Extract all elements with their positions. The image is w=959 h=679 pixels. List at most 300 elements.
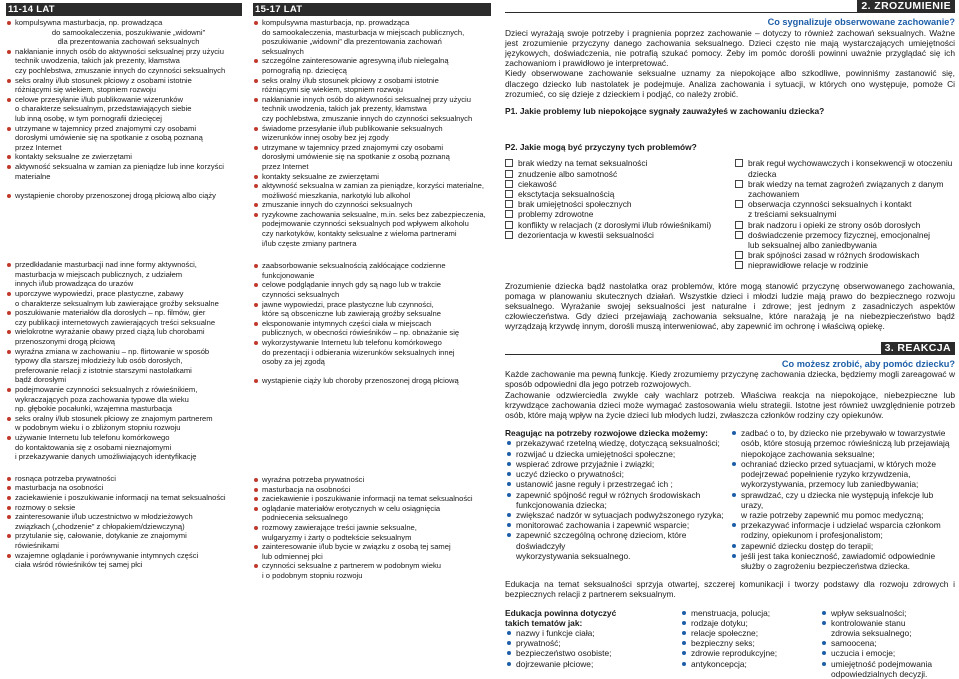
- list-item: [253, 280, 491, 290]
- list-item-text: kompulsywna masturbacja, np. prowadząca: [15, 18, 163, 27]
- list-item-text: i przekazywanie danych umożliwiających identyfikację: [15, 452, 197, 462]
- age-header-15-17: [253, 3, 491, 16]
- education-title-1: Edukacja powinna dotyczyć: [505, 607, 617, 618]
- cause-checkbox-row[interactable]: [505, 169, 735, 179]
- list-item: [505, 469, 730, 479]
- list-item: [253, 523, 491, 533]
- list-item-text: zapewnić spójność reguł w różnych środowiskach: [516, 489, 701, 500]
- cause-checkbox-row[interactable]: [505, 220, 735, 230]
- list-item: [730, 541, 955, 551]
- list-item-text: zaciekawienie i poszukiwanie informacji na temat seksualności: [262, 494, 473, 504]
- list-item-text: wizerunków innej osoby bez jej zgody: [262, 133, 389, 143]
- list-item: [680, 638, 820, 648]
- bullet-icon: [254, 175, 258, 179]
- checkbox[interactable]: [735, 251, 743, 259]
- education-list-1: [505, 628, 680, 669]
- list-item: [253, 328, 491, 338]
- list-item-text: rozmowy o seksie: [15, 502, 76, 512]
- list-item-text: podejmowanie czynności seksualnych pod wpływem alkoholu: [262, 219, 469, 229]
- list-item-text: przekazywać informacje i udzielać wsparcia członkom: [741, 520, 941, 531]
- list-item-text: np. głębokie pocałunki, wzajemna masturbacja: [15, 404, 173, 414]
- list-item: [6, 85, 242, 95]
- list-item-text: lub odmiennej płci: [262, 551, 323, 561]
- bullet-icon: [507, 513, 511, 517]
- list-item: [6, 181, 242, 191]
- list-item-text: nazwy i funkcje ciała;: [516, 627, 595, 638]
- list-item: [253, 210, 491, 220]
- list-item: [6, 133, 242, 143]
- list-item: [253, 76, 491, 86]
- list-item-text: pornografią np. dziecięcą: [262, 65, 347, 75]
- list-item-text: szczególne zainteresowanie agresywną i/lub nielegalną: [262, 56, 449, 66]
- bullet-icon: [507, 452, 511, 456]
- list-item-text: zwiększać nadzór w sytuacjach podwyższonego ryzyka;: [516, 509, 724, 520]
- checkbox-label: brak umiejętności społecznych: [518, 199, 632, 210]
- list-item-text: typowy dla starszej młodzieży lub osób dorosłych,: [15, 356, 183, 366]
- list-item-text: rozmowy zawierające treści jawnie seksualne,: [262, 522, 417, 532]
- cause-checkbox-row[interactable]: [735, 220, 955, 230]
- list-item-text: i o podobnym stopniu rozwoju: [262, 570, 363, 580]
- list-item-text: kontakty seksualne ze zwierzętami: [15, 152, 132, 162]
- list-item: [6, 375, 242, 385]
- list-item: [730, 438, 955, 448]
- list-item-text: ciała wśród rówieśników tej samej płci: [15, 560, 143, 570]
- cause-checkbox-row[interactable]: [505, 158, 735, 168]
- list-item: [253, 104, 491, 114]
- list-item: [6, 162, 242, 172]
- list-item: [253, 219, 491, 229]
- list-item-text: celowe podglądanie innych gdy są nago lub w trakcie: [262, 280, 441, 290]
- list-item: [505, 628, 680, 638]
- list-item-text: zmuszanie innych do czynności seksualnych: [262, 200, 413, 210]
- bullet-icon: [7, 436, 11, 440]
- education-list-2: [680, 608, 820, 669]
- checkbox-label: brak wiedzy na temat zagrożeń związanych z danym: [748, 178, 944, 189]
- bullet-icon: [7, 496, 11, 500]
- list-item-text: rozwijać u dziecka umiejętności społeczne;: [516, 448, 676, 459]
- bullet-icon: [682, 631, 686, 635]
- list-item-text: czynności seksualnych: [262, 290, 340, 300]
- list-item-text: używanie Internetu lub telefonu komórkowego: [15, 432, 170, 442]
- list-item-text: funkcjonowania dziecka;: [516, 499, 607, 510]
- list-item-text: kompulsywna masturbacja, np. prowadząca: [262, 18, 410, 27]
- list-item-text: wzajemne oglądanie i porównywanie intymnych części: [15, 550, 199, 560]
- list-item: [6, 47, 242, 57]
- list-item: [6, 541, 242, 551]
- list-item-text: do samookaleczenia, masturbacja w miejscach publicznych,: [262, 27, 465, 37]
- bullet-icon: [507, 523, 511, 527]
- list-item: [253, 114, 491, 124]
- list-item: [6, 474, 242, 484]
- list-item: [253, 338, 491, 348]
- list-item-text: przez Internet: [15, 142, 62, 152]
- list-item: [6, 104, 242, 114]
- list-item-text: ochraniać dziecko przed sytuacjami, w których może: [741, 458, 937, 469]
- normal-behaviors-list: [6, 474, 242, 570]
- bullet-icon: [7, 554, 11, 558]
- list-item-text: dojrzewanie płciowe;: [516, 658, 594, 669]
- checkbox[interactable]: [735, 180, 743, 188]
- bullet-icon: [7, 486, 11, 490]
- list-item-text: czy publikacji internetowych zawierających treści seksualne: [15, 317, 216, 327]
- list-item: [253, 319, 491, 329]
- bullet-icon: [7, 311, 11, 315]
- list-item-text: jawne wypowiedzi, prace plastyczne lub czynności,: [262, 299, 434, 309]
- list-item-text: umiejętność podejmowania: [831, 658, 933, 669]
- list-item-text: służby o zagrożeniu bezpieczeństwa dziecka.: [741, 560, 910, 571]
- list-item-text: zaciekawienie i poszukiwanie informacji na temat seksualności: [15, 492, 226, 502]
- bullet-icon: [254, 79, 258, 83]
- list-item: [730, 459, 955, 469]
- list-item-text: samoocena;: [831, 638, 877, 649]
- needs-right-list: [730, 428, 955, 571]
- list-item: [6, 37, 242, 47]
- checkbox[interactable]: [505, 170, 513, 178]
- list-item-text: aktywność seksualna w zamian za pieniądze, korzyści materialne,: [262, 181, 485, 191]
- list-item-text: materialne: [15, 171, 51, 181]
- checkbox-label: z treściami seksualnymi: [748, 209, 837, 220]
- list-item: [505, 490, 730, 500]
- checkbox[interactable]: [505, 180, 513, 188]
- list-item: [730, 551, 955, 561]
- bullet-icon: [254, 545, 258, 549]
- list-item-text: uczucia i emocje;: [831, 648, 896, 659]
- list-item: [6, 385, 242, 395]
- list-item-text: bezpieczny seks;: [691, 638, 755, 649]
- bullet-icon: [7, 165, 11, 169]
- list-item: [730, 530, 955, 540]
- bullet-icon: [254, 303, 258, 307]
- list-item-text: monitorować zachowania i zapewnić wsparcie;: [516, 520, 690, 531]
- list-item-text: dla prezentowania zachowań seksualnych: [57, 37, 200, 47]
- list-item: [6, 483, 242, 493]
- cause-checkbox-row[interactable]: [735, 260, 955, 270]
- list-item: [253, 56, 491, 66]
- cause-checkbox-row[interactable]: [735, 250, 955, 260]
- list-item-text: o charakterze seksualnym, przedstawiających siebie: [15, 104, 192, 114]
- checkbox[interactable]: [505, 231, 513, 239]
- section-3-paragraph-3: Edukacja na temat seksualności sprzyja otwartej, szczerej komunikacji i tworzy podstawy dla rozwoju zdrowych i bezpiecznych relacji z partnerem seksualnym.: [505, 579, 955, 600]
- checkbox[interactable]: [735, 221, 743, 229]
- bullet-icon: [732, 462, 736, 466]
- list-item: [253, 47, 491, 57]
- list-item-text: możliwość mieszkania, narkotyki lub alkohol: [262, 190, 411, 200]
- list-item-text: ryzykowne zachowania seksualne, m.in. seks bez zabezpieczenia,: [262, 209, 486, 219]
- list-item: [820, 618, 955, 628]
- needs-left-list: [505, 438, 730, 560]
- list-item-text: różniącymi się wiekiem, stopniem rozwoju: [15, 85, 156, 95]
- list-item-text: utrzymane w tajemnicy przed znajomymi czy osobami: [15, 123, 197, 133]
- bullet-icon: [732, 431, 736, 435]
- cause-checkbox-row: [735, 189, 955, 199]
- checkbox[interactable]: [505, 221, 513, 229]
- education-topics: [505, 608, 955, 679]
- list-item-text: do samookaleczenia, poszukiwanie „widowni”: [51, 27, 206, 37]
- worrying-behaviors-list: [253, 261, 491, 386]
- bullet-icon: [7, 388, 11, 392]
- list-item-text: wystąpienie ciąży lub choroby przenoszonej drogą płciową: [262, 376, 459, 386]
- list-item-text: poszukiwanie materiałów dla dorosłych – np. filmów, gier: [15, 308, 206, 318]
- checkbox[interactable]: [505, 200, 513, 208]
- normal-behaviors-list: [253, 475, 491, 581]
- checkbox-label: nieprawidłowe relacje w rodzinie: [748, 260, 869, 271]
- list-item: [253, 494, 491, 504]
- list-item: [6, 299, 242, 309]
- list-item-text: masturbacja na osobności: [262, 484, 351, 494]
- checkbox-label: problemy zdrowotne: [518, 209, 594, 220]
- list-item: [730, 490, 955, 510]
- list-item: [820, 659, 955, 669]
- list-item: [253, 309, 491, 319]
- bullet-icon: [822, 651, 826, 655]
- bullet-icon: [7, 21, 11, 25]
- list-item-text: dorosłymi umówienie się na spotkanie z osobą poznaną: [262, 152, 450, 162]
- list-item: [253, 571, 491, 581]
- list-item-text: jeśli jest taka konieczność, zawiadomić odpowiednie: [741, 550, 936, 561]
- list-item: [6, 172, 242, 182]
- bullet-icon: [7, 330, 11, 334]
- bullet-icon: [254, 497, 258, 501]
- list-item: [6, 443, 242, 453]
- checkbox[interactable]: [505, 210, 513, 218]
- list-item: [253, 229, 491, 239]
- bullet-icon: [254, 184, 258, 188]
- list-item: [6, 433, 242, 443]
- bullet-icon: [254, 264, 258, 268]
- list-item-text: rodzaje dotyku;: [691, 617, 748, 628]
- list-item-text: rówieśnikami: [15, 540, 59, 550]
- bullet-icon: [507, 462, 511, 466]
- bullet-icon: [7, 515, 11, 519]
- list-item-text: seks oralny i/lub stosunek płciowy ze znajomym partnerem: [15, 413, 213, 423]
- cause-checkbox-row[interactable]: [505, 209, 735, 219]
- list-item: [253, 143, 491, 153]
- bullet-icon: [254, 213, 258, 217]
- list-item-text: świadome przesyłanie i/lub publikowanie seksualnych: [262, 123, 443, 133]
- bullet-icon: [7, 350, 11, 354]
- checkbox[interactable]: [505, 159, 513, 167]
- bullet-icon: [254, 379, 258, 383]
- list-item-text: zaabsorbowanie seksualnością zakłócające codzienne: [262, 261, 446, 271]
- list-item-text: technik uwodzenia, takich jak prezenty, kłamstwa: [262, 104, 427, 114]
- list-item: [6, 327, 242, 337]
- list-item: [505, 530, 730, 550]
- list-item: [730, 469, 955, 479]
- list-item: [253, 290, 491, 300]
- worrying-behaviors-list: [6, 260, 242, 461]
- cause-checkbox-row[interactable]: [505, 199, 735, 209]
- cause-checkbox-row[interactable]: [505, 179, 735, 189]
- list-item-text: antykoncepcja;: [691, 658, 747, 669]
- section-2-paragraph-3: Zrozumienie dziecka bądź nastolatka oraz problemów, które mogą stanowić przyczynę obserwowanego zachowania, pomaga w planowaniu skutecznych działań. Wszystkie dzieci i młodzi ludzie mają prawo do bezpiecznego rozwoju seksualnego. Wyrażanie swojej seksualności jest naturalne i zdrowe; jest jednym z zasadniczych aspektów człowieczeństwa. Gdy dzieci przejawiają zachowania seksualne, które narażają je na niebezpieczeństwo bądź wyrządzają krzywdę innym, dorośli muszą interweniować, aby zapewnić im ochronę i właściwą opiekę.: [505, 280, 955, 332]
- cause-checkbox-row[interactable]: [735, 199, 955, 209]
- bullet-icon: [7, 98, 11, 102]
- list-item-text: czynności seksualne z partnerem w podobnym wieku: [262, 561, 441, 571]
- cause-checkbox-row: [735, 240, 955, 250]
- checkbox-label: doświadczenie przemocy fizycznej, emocjonalnej: [748, 229, 931, 240]
- list-item-text: zdrowie reprodukcyjne;: [691, 648, 778, 659]
- checkbox[interactable]: [735, 261, 743, 269]
- list-item-text: prywatność;: [516, 638, 561, 649]
- list-item-text: bądź dorosłymi: [15, 375, 67, 385]
- cause-checkbox-row[interactable]: [505, 189, 735, 199]
- needs-left: [505, 428, 730, 571]
- list-item-text: seksualnych: [262, 46, 304, 56]
- list-item-text: uporczywe wypowiedzi, prace plastyczne, zabawy: [15, 289, 184, 299]
- bullet-icon: [7, 506, 11, 510]
- list-item: [505, 551, 730, 561]
- bullet-icon: [822, 641, 826, 645]
- list-item: [6, 95, 242, 105]
- list-item-text: o charakterze seksualnym lub zawierające groźby seksualne: [15, 298, 219, 308]
- bullet-icon: [682, 651, 686, 655]
- cause-checkbox-row[interactable]: [735, 230, 955, 240]
- list-item: [253, 181, 491, 191]
- list-item-text: nakłanianie innych osób do aktywności seksualnej przy użyciu: [262, 94, 471, 104]
- bullet-icon: [822, 662, 826, 666]
- checkbox-label: dezorientacja w kwestii seksualności: [518, 229, 654, 240]
- list-item: [820, 669, 955, 679]
- list-item: [253, 552, 491, 562]
- list-item-text: publicznych, w obecności rówieśników – np. obnażanie się: [262, 328, 460, 338]
- list-item-text: dorosłymi umówienie się na spotkanie z osobą poznaną: [15, 133, 203, 143]
- section-3-paragraph-2: Zachowanie odzwierciedla zwykle cały wachlarz potrzeb. Właściwa reakcja na niepokojące, niebezpieczne lub krzywdzące zachowania dzieci może wymagać zastosowania wielu strategii. Istotne jest również uwzględnienie potrzeb osób, które mają wpływ na życie dzieci lub młodych ludzi, zwłaszcza członków rodziny czy opiekunów.: [505, 389, 955, 421]
- list-item-text: lub inną osobę, w tym pornografii dziecięcej: [15, 113, 162, 123]
- list-item: [6, 512, 242, 522]
- list-item: [680, 628, 820, 638]
- list-item-text: kontrolowanie stanu: [831, 617, 906, 628]
- list-item-text: seks oralny i/lub stosunek płciowy z osobami istotnie: [15, 75, 192, 85]
- bullet-icon: [254, 146, 258, 150]
- checkbox-label: konflikty w relacjach (z dorosłymi i/lub rówieśnikami): [518, 219, 712, 230]
- list-item-text: aktywność seksualna w zamian za pieniądze lub inne korzyści: [15, 161, 224, 171]
- list-item: [253, 37, 491, 47]
- list-item-text: osoby za jej zgodą: [262, 357, 325, 367]
- list-item-text: przekazywać rzetelną wiedzę, dotyczącą seksualności;: [516, 438, 720, 449]
- cause-checkbox-row[interactable]: [735, 179, 955, 189]
- list-item: [253, 18, 491, 28]
- cause-checkbox-row[interactable]: [505, 230, 735, 240]
- list-item: [253, 133, 491, 143]
- list-item: [505, 659, 680, 669]
- list-item: [6, 493, 242, 503]
- list-item: [253, 376, 491, 386]
- list-item-text: podejmowanie czynności seksualnych z rówieśnikiem,: [15, 385, 198, 394]
- list-item: [505, 638, 680, 648]
- bullet-icon: [254, 59, 258, 63]
- list-item: [680, 659, 820, 669]
- checkbox[interactable]: [735, 231, 743, 239]
- bullet-icon: [254, 322, 258, 326]
- list-item: [253, 191, 491, 201]
- checkbox[interactable]: [505, 190, 513, 198]
- list-item: [6, 114, 242, 124]
- list-item-text: eksponowanie intymnych części ciała w miejscach: [262, 318, 432, 328]
- bullet-icon: [732, 523, 736, 527]
- list-item: [6, 28, 242, 38]
- list-item-text: przez Internet: [262, 161, 309, 171]
- list-item: [253, 124, 491, 134]
- education-list-3: [820, 608, 955, 679]
- list-item-text: utrzymane w tajemnicy przed znajomymi czy osobami: [262, 142, 444, 152]
- list-item-text: wykorzystywania seksualnego.: [516, 550, 631, 561]
- list-item-text: wielokrotne wyrażanie obawy przed ciążą lub chorobami: [15, 327, 205, 337]
- cause-checkbox-row[interactable]: [735, 158, 955, 178]
- list-item-text: celowe przesyłanie i/lub publikowanie wizerunków: [15, 94, 183, 104]
- list-item-text: preferowanie relacji z istotnie starszymi nastolatkami: [15, 365, 192, 375]
- list-item: [253, 66, 491, 76]
- section-2-title: 2. ZROZUMIENIE: [857, 0, 955, 13]
- concerning-behaviors-list: [6, 18, 242, 200]
- checkbox[interactable]: [735, 200, 743, 208]
- list-item: [6, 414, 242, 424]
- bullet-icon: [7, 155, 11, 159]
- needs-title: Reagując na potrzeby rozwojowe dziecka możemy:: [505, 428, 708, 439]
- list-item: [6, 551, 242, 561]
- list-item: [505, 449, 730, 459]
- list-item-text: rodziny, opiekunom i profesjonalistom;: [741, 530, 883, 541]
- list-item: [6, 289, 242, 299]
- bullet-icon: [732, 554, 736, 558]
- checkbox-label: lub seksualnej albo zaniedbywania: [748, 240, 877, 251]
- list-item: [6, 560, 242, 570]
- causes-left-checklist: [505, 158, 735, 270]
- list-item: [820, 628, 955, 638]
- list-item-text: do prezentacji i odbierania wizerunków seksualnych innej: [262, 347, 455, 357]
- bullet-icon: [254, 564, 258, 568]
- list-item-text: i/lub częste zmiany partnera: [262, 238, 357, 248]
- bullet-icon: [507, 641, 511, 645]
- list-item-text: zainteresowanie i/lub uczestnictwo w młodzieżowych: [15, 512, 193, 522]
- list-item: [820, 638, 955, 648]
- list-item: [253, 533, 491, 543]
- checkbox-label: znudzenie albo samotność: [518, 168, 618, 179]
- list-item: [253, 200, 491, 210]
- list-item: [505, 459, 730, 469]
- section-2-paragraph-1: Dzieci wyrażają swoje potrzeby i pragnienia poprzez zachowanie – dotyczy to również zachowań seksualnych. Ważne jest zrozumienie przyczyny danego zachowania seksualnego. Dzieci często nie mają wystarczających umiejętności językowych, doświadczenia, nie potrafią szukać pomocy. Żeby im pomóc dorośli powinni uważnie przyglądać się ich zachowaniom i prawidłowo je interpretować.: [505, 27, 955, 69]
- list-item: [253, 542, 491, 552]
- list-item: [253, 300, 491, 310]
- bullet-icon: [682, 611, 686, 615]
- list-item: [253, 162, 491, 172]
- list-item: [6, 260, 242, 270]
- list-item: [820, 648, 955, 658]
- list-item: [6, 503, 242, 513]
- bullet-icon: [254, 283, 258, 287]
- list-item-text: wyraźna potrzeba prywatności: [262, 474, 365, 484]
- education-title-2: takich tematów jak:: [505, 617, 583, 628]
- list-item-text: wyraźna zmiana w zachowaniu – np. flirtowanie w sposób: [15, 346, 210, 356]
- checkbox[interactable]: [735, 159, 743, 167]
- list-item: [253, 485, 491, 495]
- section-2-paragraph-2: Kiedy obserwowane zachowanie seksualne uznamy za niepokojące albo szkodliwe, powinniśmy zastanowić się, dlaczego dziecko lub nastolatek je podejmuje. Analiza zachowania i sytuacji, w których ono występuje, pomoże Ci zrozumieć, co się dzieje z dzieckiem i podjąć, co należy zrobić.: [505, 68, 955, 99]
- bullet-icon: [682, 641, 686, 645]
- list-item-text: oglądanie materiałów erotycznych w celu osiągnięcia: [262, 503, 441, 513]
- list-item-text: zdrowia seksualnego;: [831, 627, 912, 638]
- bullet-icon: [7, 79, 11, 83]
- bullet-icon: [254, 507, 258, 511]
- list-item-text: do kontaktowania się z osobami nieznajomymi: [15, 442, 172, 452]
- age-header-11-14: [6, 3, 242, 16]
- list-item-text: w razie potrzeby zapewnić mu pomoc medyczną;: [741, 509, 924, 520]
- list-item: [6, 318, 242, 328]
- checkbox-label: brak spójności zasad w różnych środowiskach: [748, 250, 920, 261]
- list-item: [6, 356, 242, 366]
- list-item-text: masturbacja na osobności: [15, 483, 104, 493]
- list-item: [253, 475, 491, 485]
- bullet-icon: [507, 472, 511, 476]
- list-item: [730, 428, 955, 438]
